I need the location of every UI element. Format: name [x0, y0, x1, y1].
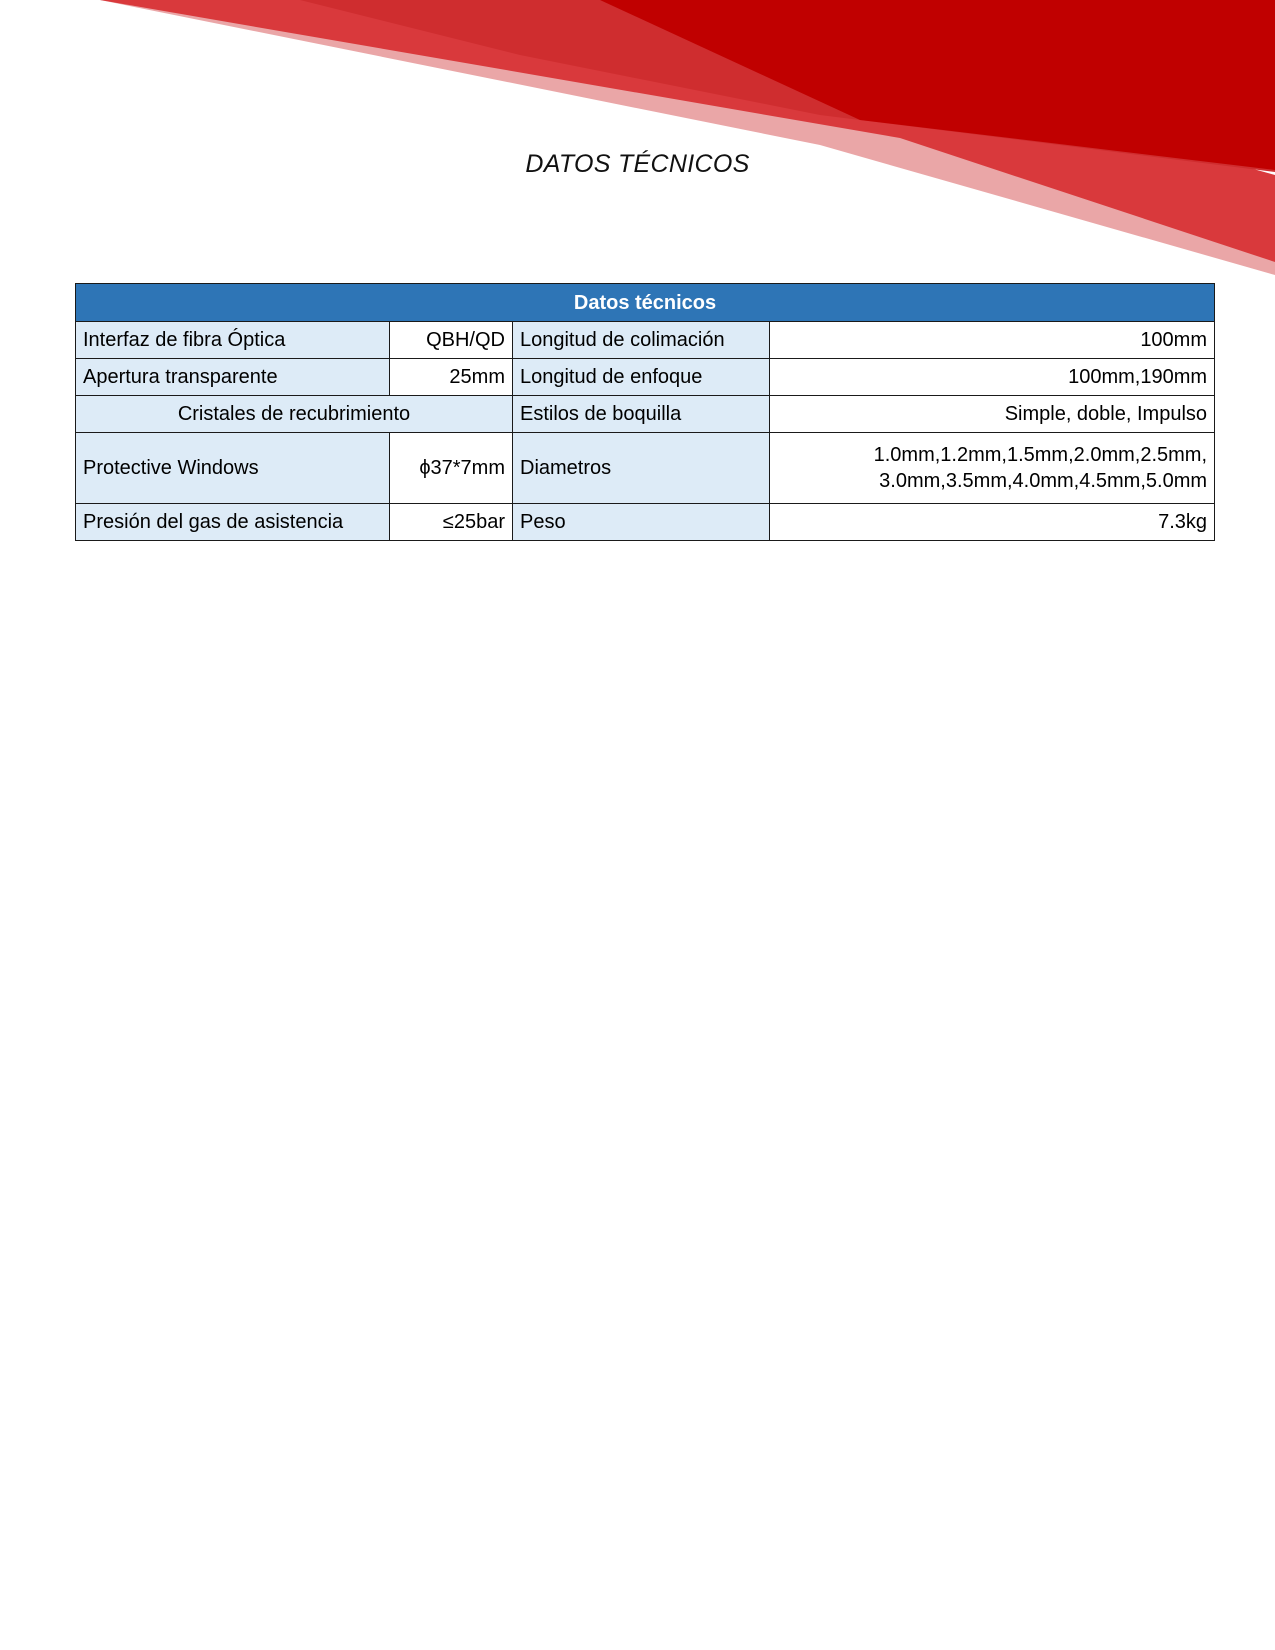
diameters-value — [770, 433, 1215, 504]
weight-value: 7.3kg — [770, 504, 1215, 541]
nozzle-styles-value: Simple, doble, Impulso — [770, 396, 1215, 433]
fiber-interface-label: Interfaz de fibra Óptica — [76, 322, 390, 359]
header-banner-graphic — [0, 0, 1275, 290]
nozzle-styles-label: Estilos de boquilla — [513, 396, 770, 433]
clear-aperture-value: 25mm — [390, 359, 513, 396]
table-row — [76, 396, 1215, 433]
fiber-interface-value: QBH/QD — [390, 322, 513, 359]
page-title: DATOS TÉCNICOS — [525, 150, 750, 178]
protective-windows-label: Protective Windows — [76, 433, 390, 504]
weight-label: Peso — [513, 504, 770, 541]
assist-gas-pressure-value: ≤25bar — [390, 504, 513, 541]
assist-gas-pressure-label: Presión del gas de asistencia — [76, 504, 390, 541]
table-row — [76, 359, 1215, 396]
table-row — [76, 504, 1215, 541]
collimation-length-label: Longitud de colimación — [513, 322, 770, 359]
focus-length-value: 100mm,190mm — [770, 359, 1215, 396]
table-header: Datos técnicos — [76, 284, 1215, 322]
diameters-line-2: 3.0mm,3.5mm,4.0mm,4.5mm,5.0mm — [879, 470, 1208, 492]
focus-length-label: Longitud de enfoque — [513, 359, 770, 396]
diameters-line-1: 1.0mm,1.2mm,1.5mm,2.0mm,2.5mm, — [873, 444, 1208, 466]
diameters-label: Diametros — [513, 433, 770, 504]
clear-aperture-label: Apertura transparente — [76, 359, 390, 396]
cover-glass-label: Cristales de recubrimiento — [76, 396, 513, 433]
technical-data-table — [75, 283, 1215, 541]
table-row — [76, 322, 1215, 359]
collimation-length-value: 100mm — [770, 322, 1215, 359]
protective-windows-value: ϕ37*7mm — [390, 433, 513, 504]
table-row — [76, 433, 1215, 504]
